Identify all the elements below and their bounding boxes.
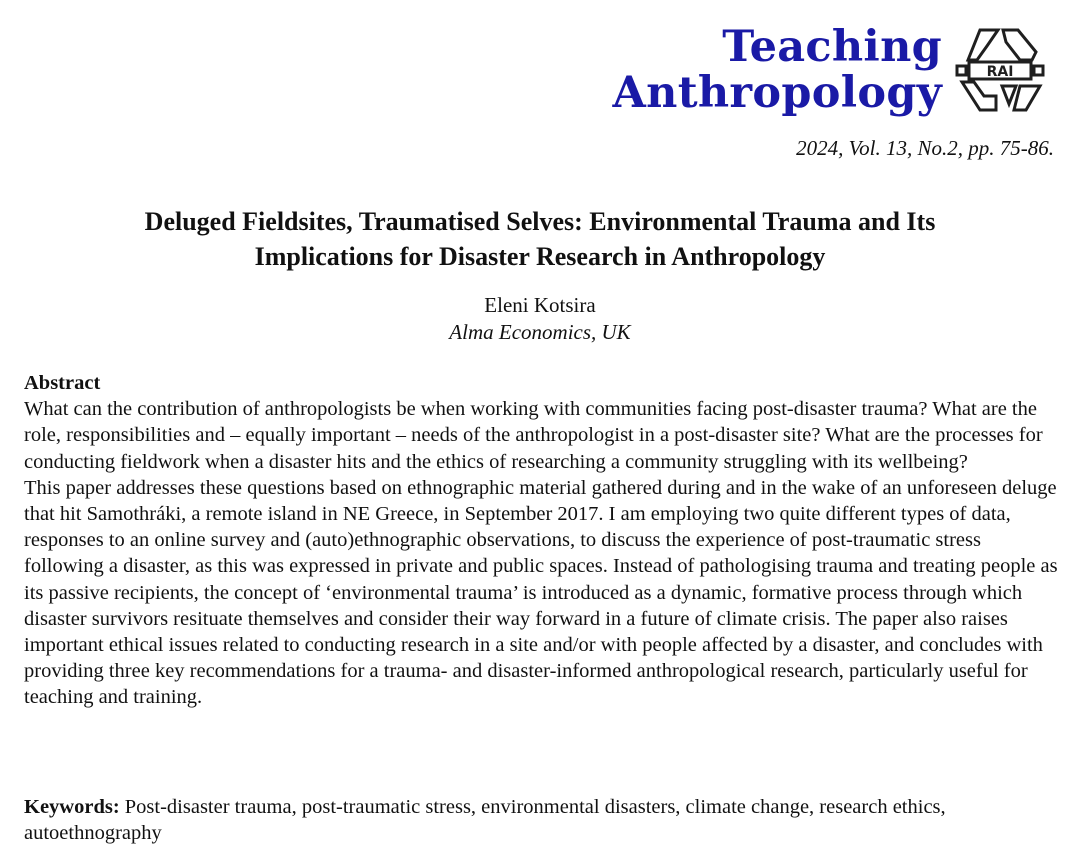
journal-masthead [612, 24, 1046, 116]
journal-title-line2: Anthropology [612, 68, 942, 118]
author-name: Eleni Kotsira [484, 293, 596, 317]
journal-title [612, 24, 942, 116]
journal-title-line1: Teaching [722, 22, 942, 72]
paper-title-line1: Deluged Fieldsites, Traumatised Selves: Environmental Trauma and Its [144, 207, 936, 236]
abstract-paragraph-2: This paper addresses these questions based on ethnographic material gathered during and in the wake of an unforeseen deluge that hit Samothráki, a remote island in NE Greece, in September 2017. I am employing two quite different types of data, responses to an online survey and (auto)ethnographic observations, to discuss the experience of post-traumatic stress following a disaster, as this was expressed in private and public spaces. Instead of pathologising trauma and treating people as its passive recipients, the concept of ‘environmental trauma’ is introduced as a dynamic, formative process through which disaster survivors resituate themselves and consider their way forward in a future of climate crisis. The paper also raises important ethical issues related to conducting research in a site and/or with people affected by a disaster, and concludes with providing three key recommendations for a trauma- and disaster-informed anthropological research, particularly useful for teaching and training. [24, 476, 1058, 709]
abstract-paragraph-1: What can the contribution of anthropologists be when working with communities facing post-disaster trauma? What are the role, responsibilities and – equally important – needs of the anthropologist in a post-disaster site? What are the processes for conducting fieldwork when a disaster hits and the ethics of researching a community struggling with its wellbeing? [24, 398, 1043, 473]
keywords-text: Post-disaster trauma, post-traumatic stress, environmental disasters, climate change, research ethics, autoethnography [24, 796, 946, 845]
paper-title-line2: Implications for Disaster Research in Anthropology [254, 242, 826, 271]
rai-logo-text: RAI [986, 64, 1014, 80]
keywords-label: Keywords: [24, 796, 120, 818]
author-affiliation: Alma Economics, UK [449, 320, 631, 344]
keywords-section [24, 794, 1064, 846]
paper-title [0, 204, 1080, 274]
abstract-heading: Abstract [24, 372, 101, 394]
abstract-section [24, 370, 1064, 711]
citation: 2024, Vol. 13, No.2, pp. 75-86. [796, 136, 1054, 160]
rai-logo-icon [954, 24, 1046, 116]
